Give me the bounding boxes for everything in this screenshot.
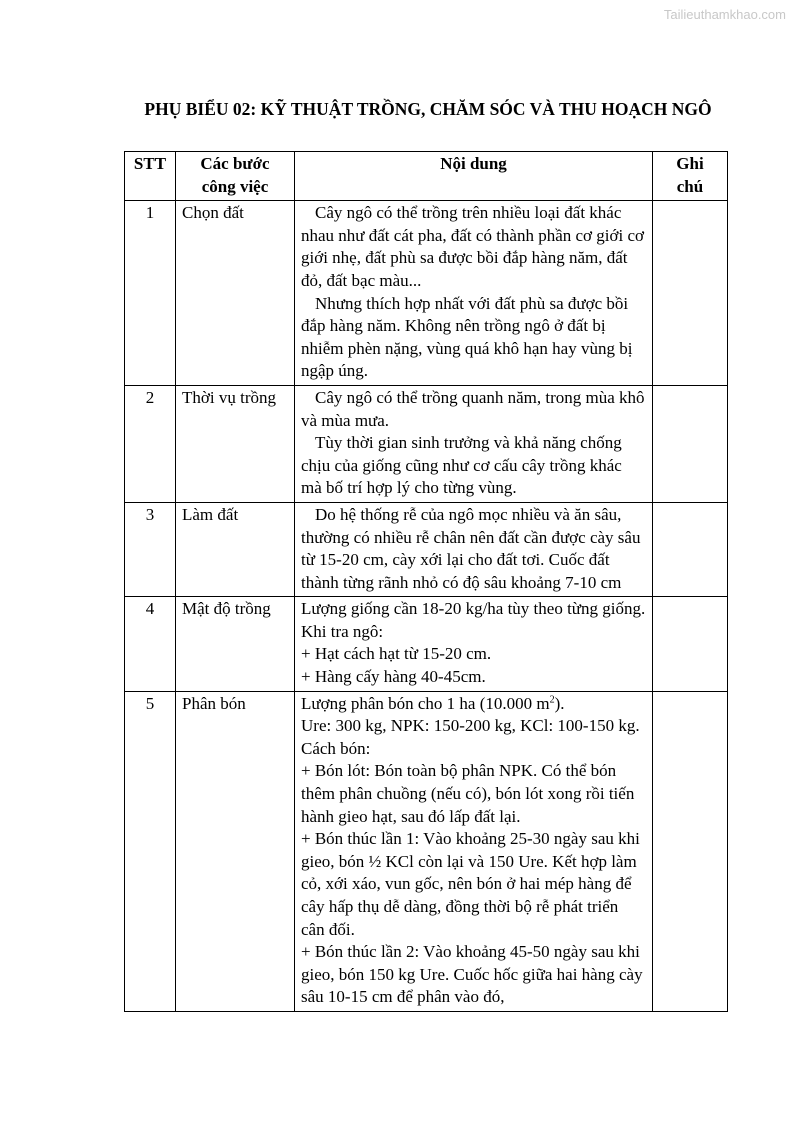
table-row — [125, 385, 728, 502]
content-line: + Bón thúc lần 2: Vào khoảng 45-50 ngày sau khi gieo, bón 150 kg Ure. Cuốc hốc giữa hai hàng cày sâu 10-15 cm để phân vào đó, — [301, 942, 643, 1007]
cell-step: Mật độ trồng — [176, 597, 295, 691]
content-line: Cách bón: — [301, 738, 371, 758]
cell-stt: 4 — [125, 597, 176, 691]
content-line: + Bón lót: Bón toàn bộ phân NPK. Có thể bón thêm phân chuồng (nếu có), bón lót xong rồi tiến hành gieo hạt, sau đó lấp đất lại. — [301, 761, 635, 826]
cell-step: Thời vụ trồng — [176, 385, 295, 502]
cell-note — [653, 691, 728, 1011]
content-line-end: ). — [554, 693, 565, 713]
cell-stt: 3 — [125, 502, 176, 596]
technique-table — [124, 151, 728, 1012]
content-line-text: Lượng phân bón cho 1 ha (10.000 m — [301, 693, 550, 713]
content-paragraph: Cây ngô có thể trồng quanh năm, trong mùa khô và mùa mưa. — [301, 387, 645, 430]
cell-content — [295, 201, 653, 386]
cell-step: Phân bón — [176, 691, 295, 1011]
table-row — [125, 201, 728, 386]
header-note: Ghi chú — [653, 152, 728, 201]
content-line — [301, 693, 646, 716]
content-paragraph: Cây ngô có thể trồng trên nhiều loại đất khác nhau như đất cát pha, đất có thành phần cơ giới cơ giới nhẹ, đất phù sa được bồi đắp hàng năm, đất đỏ, đất bạc màu... — [301, 203, 645, 290]
cell-step: Làm đất — [176, 502, 295, 596]
header-content: Nội dung — [295, 152, 653, 201]
cell-note — [653, 597, 728, 691]
content-paragraph: Tùy thời gian sinh trưởng và khả năng chống chịu của giống cũng như cơ cấu cây trồng khác mà bố trí hợp lý cho từng vùng. — [301, 433, 622, 498]
content-line: + Hạt cách hạt từ 15-20 cm. — [301, 644, 492, 664]
watermark: Tailieuthamkhao.com — [663, 7, 786, 22]
cell-content — [295, 597, 653, 691]
content-line: Lượng giống cần 18-20 kg/ha tùy theo từng giống. Khi tra ngô: — [301, 599, 646, 641]
header-step: Các bước công việc — [176, 152, 295, 201]
cell-stt: 2 — [125, 385, 176, 502]
cell-note — [653, 201, 728, 386]
cell-content — [295, 691, 653, 1011]
content-paragraph: Nhưng thích hợp nhất với đất phù sa được bồi đắp hàng năm. Không nên trồng ngô ở đất bị nhiễm phèn nặng, vùng quá khô hạn hay vùng bị ngập úng. — [301, 293, 633, 381]
cell-stt: 5 — [125, 691, 176, 1011]
cell-content — [295, 385, 653, 502]
content-line: Ure: 300 kg, NPK: 150-200 kg, KCl: 100-150 kg. — [301, 716, 640, 736]
table-row — [125, 691, 728, 1011]
cell-step: Chọn đất — [176, 201, 295, 386]
content-paragraph: Do hệ thống rễ của ngô mọc nhiều và ăn sâu, thường có nhiều rễ chân nên đất cần được cày sâu từ 15-20 cm, cày xới lại cho đất tơi. Cuốc đất thành từng rãnh nhỏ có độ sâu khoảng 7-10 cm — [301, 504, 641, 592]
table-header-row — [125, 152, 728, 201]
table-row — [125, 597, 728, 691]
cell-note — [653, 385, 728, 502]
table-row — [125, 502, 728, 596]
content-line: + Bón thúc lần 1: Vào khoảng 25-30 ngày sau khi gieo, bón ½ KCl còn lại và 150 Ure. Kết hợp làm cỏ, xới xáo, vun gốc, nên bón ở hai mép hàng để cây hấp thụ dễ dàng, đồng thời bộ rễ phát triển cân đối. — [301, 829, 640, 939]
page-title: PHỤ BIỂU 02: KỸ THUẬT TRỒNG, CHĂM SÓC VÀ THU HOẠCH NGÔ — [144, 99, 712, 119]
header-stt: STT — [125, 152, 176, 201]
cell-content — [295, 502, 653, 596]
content-line: + Hàng cấy hàng 40-45cm. — [301, 667, 486, 687]
cell-note — [653, 502, 728, 596]
superscript: 2 — [549, 694, 555, 705]
cell-stt: 1 — [125, 201, 176, 386]
